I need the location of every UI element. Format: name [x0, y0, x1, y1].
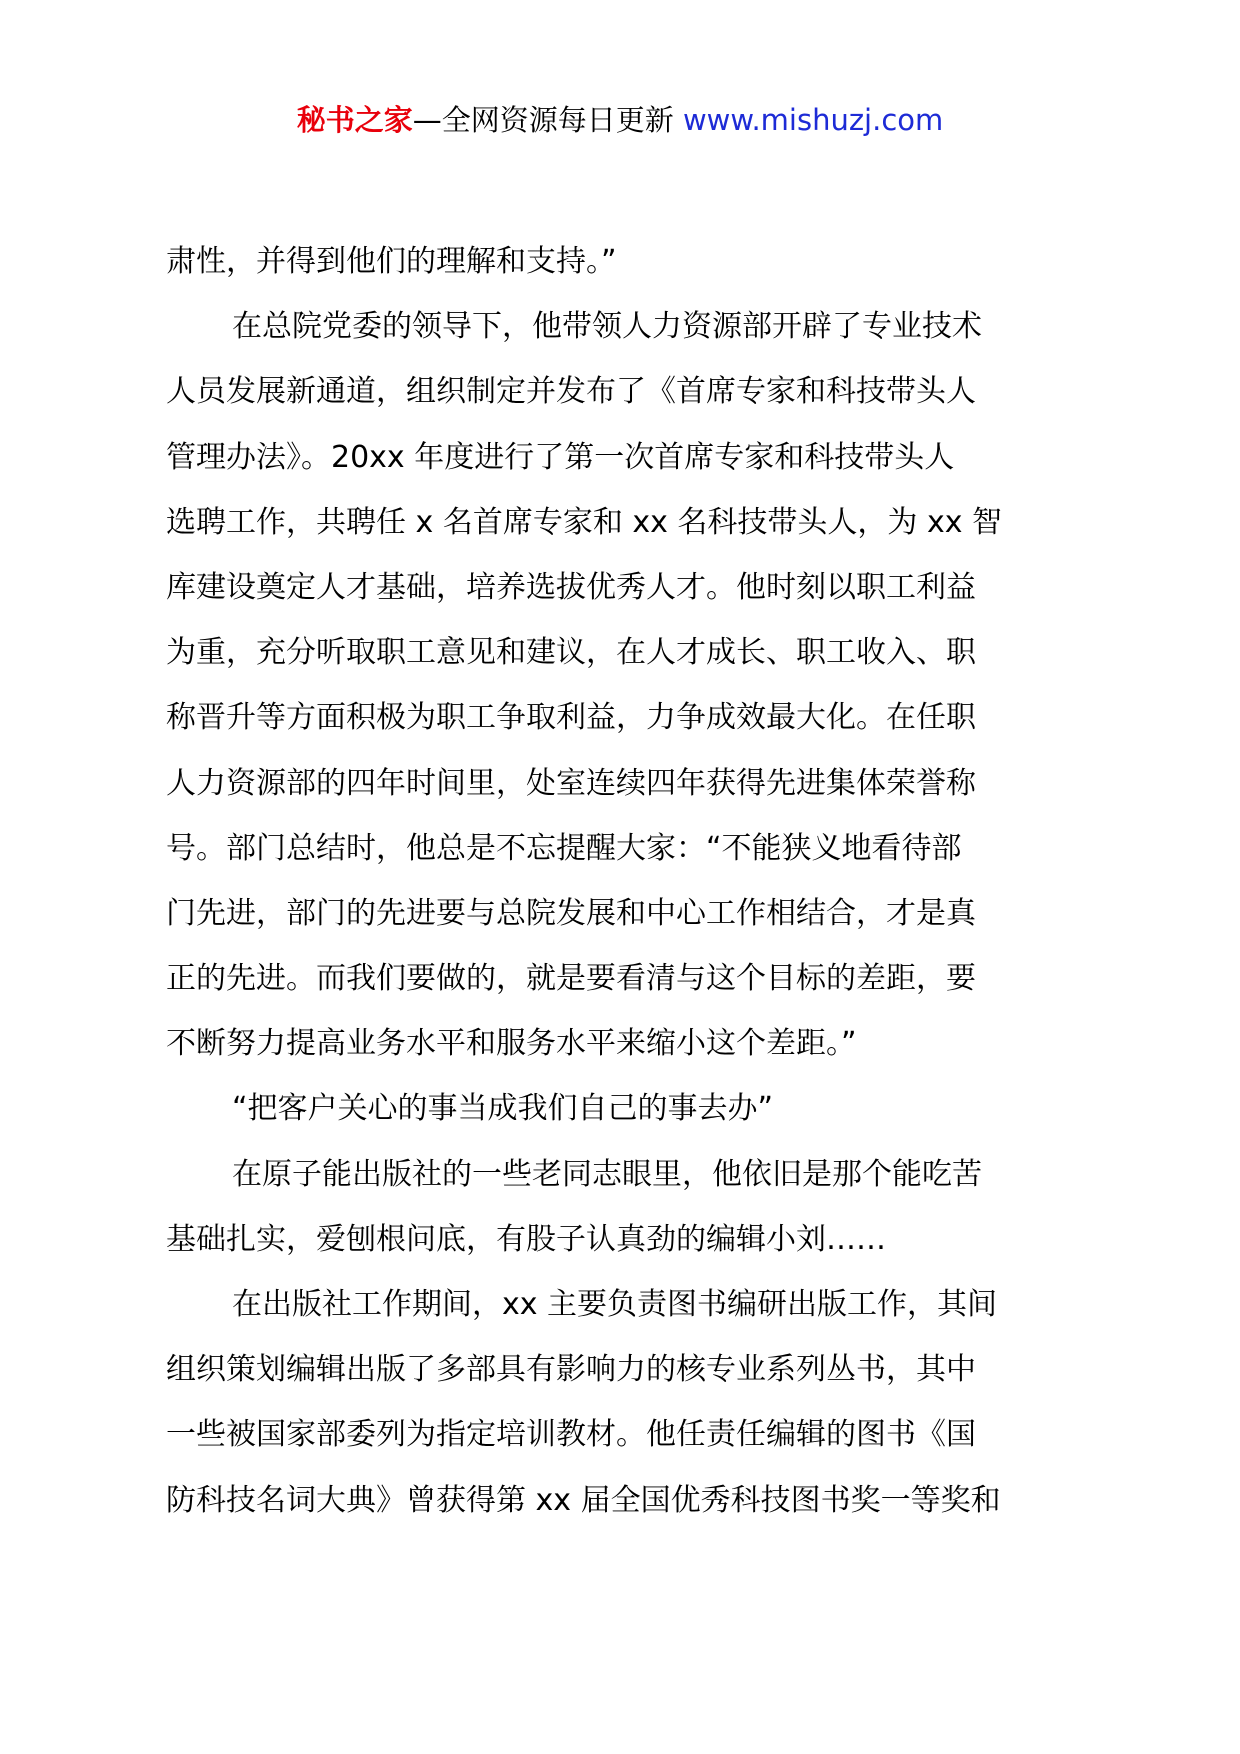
paragraph-line: 一些被国家部委列为指定培训教材。他任责任编辑的图书《国 [166, 1417, 976, 1453]
site-url-link[interactable]: www.mishuzj.com [682, 103, 944, 137]
site-brand: 秘书之家 [296, 103, 413, 137]
paragraph-line: 组织策划编辑出版了多部具有影响力的核专业系列丛书，其中 [166, 1352, 976, 1388]
section-subheading: “把客户关心的事当成我们自己的事去办” [232, 1091, 774, 1127]
paragraph-line: 在原子能出版社的一些老同志眼里，他依旧是那个能吃苦 [232, 1156, 982, 1192]
site-tagline: —全网资源每日更新 [412, 103, 683, 137]
paragraph-line: 库建设奠定人才基础，培养选拔优秀人才。他时刻以职工利益 [166, 569, 976, 605]
paragraph-line: 在出版社工作期间，xx 主要负责图书编研出版工作，其间 [232, 1287, 998, 1322]
paragraph-line: 不断努力提高业务水平和服务水平来缩小这个差距。” [166, 1026, 857, 1062]
paragraph-line: 人力资源部的四年时间里，处室连续四年获得先进集体荣誉称 [166, 765, 976, 801]
paragraph-line: 选聘工作，共聘任 x 名首席专家和 xx 名科技带头人，为 xx 智 [166, 504, 1002, 540]
site-header [0, 100, 1240, 140]
paragraph-line: 正的先进。而我们要做的，就是要看清与这个目标的差距，要 [166, 961, 976, 997]
paragraph-line: 肃性，并得到他们的理解和支持。” [166, 244, 617, 279]
paragraph-line: 号。部门总结时，他总是不忘提醒大家：“不能狭义地看待部 [166, 830, 962, 866]
document-body [166, 240, 1096, 1544]
paragraph-line: 基础扎实，爱刨根问底，有股子认真劲的编辑小刘…… [166, 1221, 886, 1257]
paragraph-line: 为重，充分听取职工意见和建议，在人才成长、职工收入、职 [166, 635, 976, 671]
paragraph-line: 在总院党委的领导下，他带领人力资源部开辟了专业技术 [232, 309, 982, 345]
paragraph-line: 防科技名词大典》曾获得第 xx 届全国优秀科技图书奖一等奖和 [166, 1482, 1001, 1518]
paragraph-line: 称晋升等方面积极为职工争取利益，力争成效最大化。在任职 [166, 700, 976, 736]
paragraph-line: 人员发展新通道，组织制定并发布了《首席专家和科技带头人 [166, 374, 976, 410]
paragraph-line: 门先进，部门的先进要与总院发展和中心工作相结合，才是真 [166, 895, 976, 931]
paragraph-line: 管理办法》。20xx 年度进行了第一次首席专家和科技带头人 [166, 439, 955, 475]
